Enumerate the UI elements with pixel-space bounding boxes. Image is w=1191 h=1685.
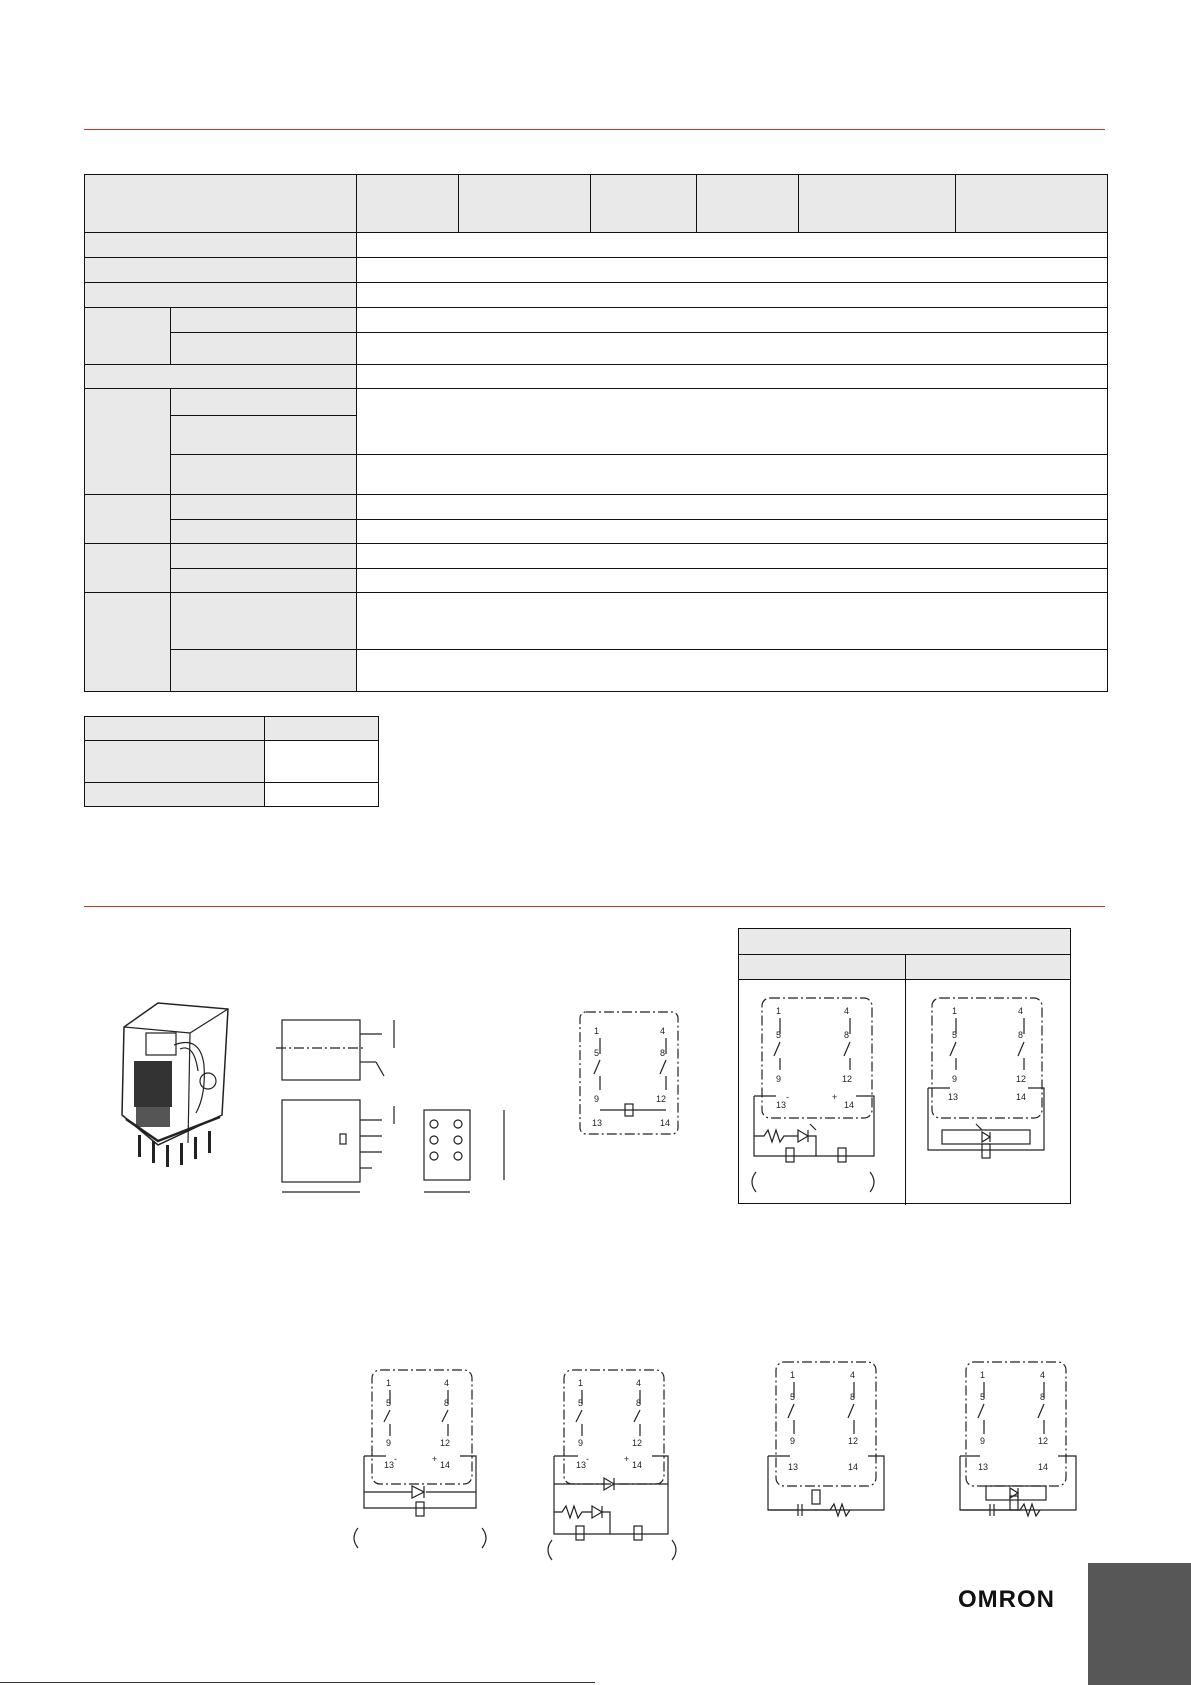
terminal-label: 14 [1016, 1092, 1027, 1102]
circuit-diagram-led [916, 996, 1066, 1196]
terminal-label: 4 [850, 1370, 856, 1380]
terminal-label: 14 [660, 1118, 671, 1128]
table-row [85, 233, 1108, 258]
terminal-label: 5 [386, 1398, 392, 1408]
circuit-diagram-led-diode [746, 996, 896, 1196]
terminal-label: 5 [594, 1048, 600, 1058]
terminal-label: 8 [1040, 1392, 1046, 1402]
terminal-label: 13 [978, 1462, 989, 1472]
terminal-label: 1 [980, 1370, 986, 1380]
box-header [739, 929, 1070, 955]
table-row [85, 717, 379, 741]
relay-product-illustration [110, 995, 235, 1175]
table-row [85, 544, 1108, 569]
terminal-label: 14 [1038, 1462, 1049, 1472]
terminal-label: 8 [660, 1048, 666, 1058]
terminal-label: 13 [776, 1100, 787, 1110]
terminal-label: 14 [844, 1100, 855, 1110]
table-row [85, 455, 1108, 495]
terminal-label: 13 [384, 1460, 395, 1470]
secondary-table [84, 716, 379, 807]
table-row [85, 741, 379, 783]
table-row [85, 175, 1108, 233]
polarity-label: - [394, 1454, 397, 1464]
terminal-label: 4 [636, 1378, 642, 1388]
section-rule-middle [84, 906, 1105, 907]
terminal-label: 1 [386, 1378, 392, 1388]
terminal-label: 1 [776, 1006, 782, 1016]
table-row [85, 258, 1108, 283]
table-row [85, 569, 1108, 593]
terminal-label: 12 [656, 1094, 667, 1104]
circuit-diagram-diode-zener [546, 1368, 686, 1564]
terminal-label: 9 [776, 1074, 782, 1084]
terminal-label: 5 [790, 1392, 796, 1402]
circuit-diagram-cr [760, 1360, 890, 1520]
terminal-label: 9 [594, 1094, 600, 1104]
terminal-label: 4 [844, 1006, 850, 1016]
terminal-label: 9 [790, 1436, 796, 1446]
terminal-arrangement-diagram [578, 1010, 680, 1136]
terminal-label: 8 [844, 1030, 850, 1040]
terminal-label: 8 [1018, 1030, 1024, 1040]
terminal-label: 5 [776, 1030, 782, 1040]
terminal-label: 13 [592, 1118, 603, 1128]
terminal-label: 12 [440, 1438, 451, 1448]
terminal-label: 13 [948, 1092, 959, 1102]
terminal-label: 9 [952, 1074, 958, 1084]
terminal-label: 8 [850, 1392, 856, 1402]
terminal-label: 13 [576, 1460, 587, 1470]
table-row [85, 783, 379, 807]
terminal-label: 9 [386, 1438, 392, 1448]
table-row [85, 333, 1108, 365]
specification-table [84, 174, 1108, 692]
terminal-label: 5 [980, 1392, 986, 1402]
terminal-label: 9 [578, 1438, 584, 1448]
table-row [85, 365, 1108, 389]
terminal-label: 14 [848, 1462, 859, 1472]
terminal-label: 14 [632, 1460, 643, 1470]
terminal-label: 12 [1038, 1436, 1049, 1446]
section-rule-top [84, 129, 1105, 130]
terminal-label: 5 [952, 1030, 958, 1040]
terminal-label: 9 [980, 1436, 986, 1446]
table-row [85, 283, 1108, 308]
table-row [85, 495, 1108, 520]
table-row [85, 389, 1108, 416]
terminal-label: 4 [660, 1026, 666, 1036]
circuit-diagram-diode [350, 1368, 490, 1552]
terminal-label: 1 [952, 1006, 958, 1016]
polarity-label: + [432, 1454, 438, 1464]
omron-logo: OMRON [958, 1586, 1055, 1613]
terminal-label: 12 [632, 1438, 643, 1448]
polarity-label: + [832, 1092, 838, 1102]
table-row [85, 650, 1108, 692]
terminal-label: 8 [444, 1398, 450, 1408]
terminal-label: 5 [578, 1398, 584, 1408]
polarity-label: - [786, 1092, 789, 1102]
box-divider [905, 955, 906, 1205]
terminal-label: 4 [444, 1378, 450, 1388]
circuit-diagram-cr-led [956, 1360, 1086, 1520]
footer-rule [0, 1682, 595, 1683]
polarity-label: + [624, 1454, 630, 1464]
terminal-label: 12 [842, 1074, 853, 1084]
table-row [85, 593, 1108, 650]
terminal-label: 4 [1018, 1006, 1024, 1016]
terminal-label: 12 [848, 1436, 859, 1446]
terminal-label: 13 [788, 1462, 799, 1472]
terminal-label: 1 [594, 1026, 600, 1036]
terminal-label: 8 [636, 1398, 642, 1408]
terminal-label: 12 [1016, 1074, 1027, 1084]
terminal-label: 4 [1040, 1370, 1046, 1380]
terminal-label: 14 [440, 1460, 451, 1470]
dimensions-drawing [276, 1010, 516, 1190]
table-row [85, 308, 1108, 333]
terminal-label: 1 [578, 1378, 584, 1388]
table-row [85, 520, 1108, 544]
polarity-label: - [586, 1454, 589, 1464]
terminal-label: 1 [790, 1370, 796, 1380]
page-side-tab [1088, 1563, 1191, 1685]
